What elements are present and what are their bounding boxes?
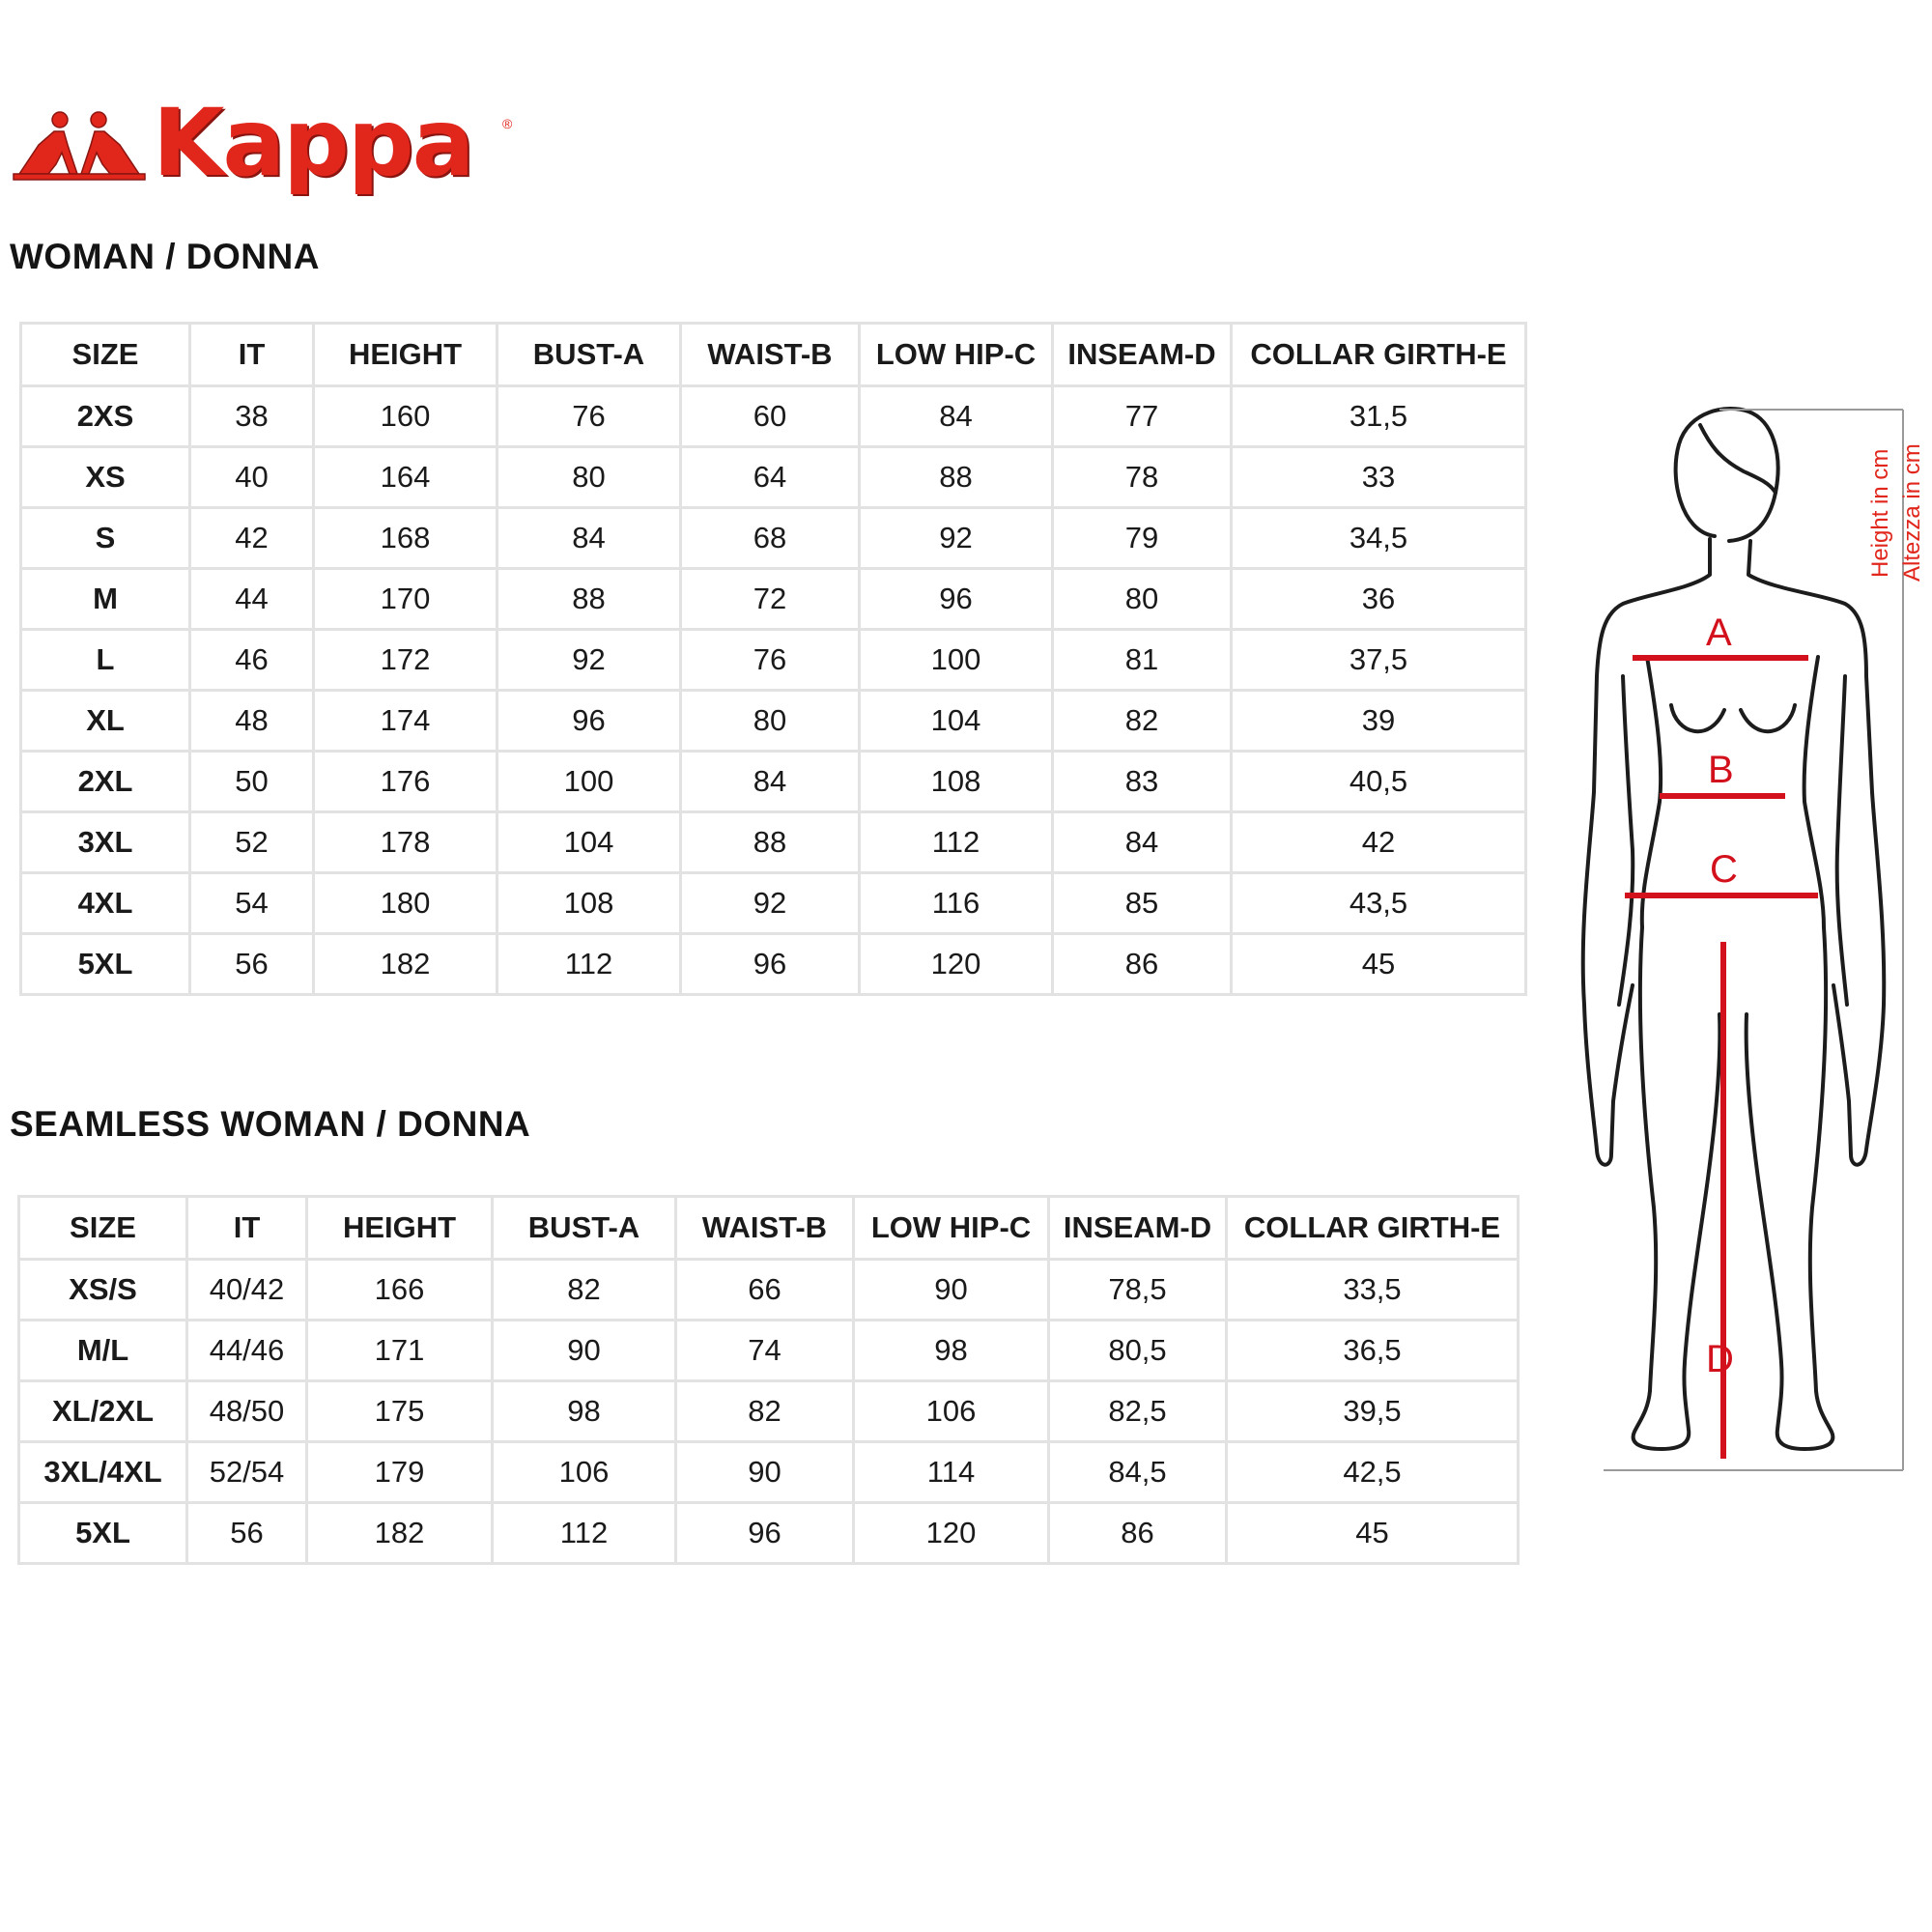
size-cell: XL/2XL — [19, 1381, 187, 1442]
value-cell: 37,5 — [1232, 630, 1526, 691]
value-cell: 112 — [860, 812, 1053, 873]
value-cell: 88 — [497, 569, 681, 630]
label-d: D — [1706, 1338, 1734, 1380]
value-cell: 170 — [314, 569, 497, 630]
table-header-row — [21, 324, 1526, 386]
value-cell: 60 — [681, 386, 860, 447]
table-row — [21, 691, 1526, 752]
size-cell: XS/S — [19, 1260, 187, 1321]
seamless-size-title: SEAMLESS WOMAN / DONNA — [10, 1104, 531, 1144]
value-cell: 92 — [497, 630, 681, 691]
value-cell: 96 — [676, 1503, 854, 1564]
value-cell: 108 — [860, 752, 1053, 812]
value-cell: 48/50 — [187, 1381, 307, 1442]
value-cell: 56 — [190, 934, 314, 995]
table-row — [21, 934, 1526, 995]
size-cell: 3XL — [21, 812, 190, 873]
hair-line — [1700, 425, 1776, 493]
value-cell: 50 — [190, 752, 314, 812]
value-cell: 82 — [676, 1381, 854, 1442]
value-cell: 66 — [676, 1260, 854, 1321]
value-cell: 98 — [854, 1321, 1049, 1381]
value-cell: 82,5 — [1049, 1381, 1227, 1442]
value-cell: 112 — [493, 1503, 676, 1564]
value-cell: 42,5 — [1227, 1442, 1519, 1503]
size-cell: 2XS — [21, 386, 190, 447]
value-cell: 112 — [497, 934, 681, 995]
value-cell: 80 — [497, 447, 681, 508]
value-cell: 80,5 — [1049, 1321, 1227, 1381]
label-c: C — [1710, 848, 1738, 891]
value-cell: 39,5 — [1227, 1381, 1519, 1442]
value-cell: 36,5 — [1227, 1321, 1519, 1381]
waist-right — [1804, 657, 1824, 927]
value-cell: 45 — [1232, 934, 1526, 995]
value-cell: 76 — [497, 386, 681, 447]
value-cell: 34,5 — [1232, 508, 1526, 569]
value-cell: 182 — [307, 1503, 493, 1564]
table-row — [19, 1442, 1519, 1503]
inner-arm-left — [1619, 676, 1633, 1005]
value-cell: 108 — [497, 873, 681, 934]
size-cell: 5XL — [21, 934, 190, 995]
column-header: INSEAM-D — [1049, 1197, 1227, 1260]
value-cell: 38 — [190, 386, 314, 447]
value-cell: 88 — [681, 812, 860, 873]
size-cell: 5XL — [19, 1503, 187, 1564]
value-cell: 54 — [190, 873, 314, 934]
size-cell: XS — [21, 447, 190, 508]
brand-name: Kappa — [153, 89, 473, 197]
value-cell: 84 — [497, 508, 681, 569]
size-cell: 3XL/4XL — [19, 1442, 187, 1503]
waist-left — [1642, 657, 1661, 927]
value-cell: 178 — [314, 812, 497, 873]
value-cell: 68 — [681, 508, 860, 569]
value-cell: 86 — [1053, 934, 1232, 995]
column-header: SIZE — [21, 324, 190, 386]
value-cell: 114 — [854, 1442, 1049, 1503]
value-cell: 96 — [681, 934, 860, 995]
value-cell: 90 — [493, 1321, 676, 1381]
value-cell: 100 — [497, 752, 681, 812]
value-cell: 40,5 — [1232, 752, 1526, 812]
column-header: IT — [190, 324, 314, 386]
column-header: BUST-A — [497, 324, 681, 386]
height-bar — [1604, 410, 1903, 1470]
value-cell: 80 — [681, 691, 860, 752]
column-header: WAIST-B — [676, 1197, 854, 1260]
value-cell: 64 — [681, 447, 860, 508]
value-cell: 40 — [190, 447, 314, 508]
value-cell: 31,5 — [1232, 386, 1526, 447]
value-cell: 84 — [860, 386, 1053, 447]
value-cell: 175 — [307, 1381, 493, 1442]
value-cell: 96 — [860, 569, 1053, 630]
column-header: BUST-A — [493, 1197, 676, 1260]
size-cell: M/L — [19, 1321, 187, 1381]
value-cell: 82 — [1053, 691, 1232, 752]
value-cell: 92 — [681, 873, 860, 934]
value-cell: 120 — [854, 1503, 1049, 1564]
value-cell: 164 — [314, 447, 497, 508]
value-cell: 39 — [1232, 691, 1526, 752]
value-cell: 100 — [860, 630, 1053, 691]
height-label-en: Height in cm — [1867, 448, 1893, 578]
woman-size-table — [19, 322, 1527, 996]
kappa-omini-logo-icon — [10, 106, 150, 184]
value-cell: 33,5 — [1227, 1260, 1519, 1321]
value-cell: 44/46 — [187, 1321, 307, 1381]
value-cell: 179 — [307, 1442, 493, 1503]
column-header: COLLAR GIRTH-E — [1232, 324, 1526, 386]
value-cell: 56 — [187, 1503, 307, 1564]
value-cell: 72 — [681, 569, 860, 630]
value-cell: 79 — [1053, 508, 1232, 569]
column-header: COLLAR GIRTH-E — [1227, 1197, 1519, 1260]
column-header: LOW HIP-C — [854, 1197, 1049, 1260]
value-cell: 120 — [860, 934, 1053, 995]
label-b: B — [1708, 749, 1734, 791]
table-row — [21, 630, 1526, 691]
column-header: HEIGHT — [307, 1197, 493, 1260]
table-row — [19, 1381, 1519, 1442]
value-cell: 80 — [1053, 569, 1232, 630]
table-row — [19, 1503, 1519, 1564]
value-cell: 40/42 — [187, 1260, 307, 1321]
value-cell: 172 — [314, 630, 497, 691]
bust-left — [1671, 705, 1724, 731]
value-cell: 168 — [314, 508, 497, 569]
value-cell: 42 — [190, 508, 314, 569]
size-cell: L — [21, 630, 190, 691]
bust-right — [1741, 705, 1795, 731]
column-header: LOW HIP-C — [860, 324, 1053, 386]
value-cell: 46 — [190, 630, 314, 691]
value-cell: 92 — [860, 508, 1053, 569]
value-cell: 90 — [854, 1260, 1049, 1321]
value-cell: 84 — [681, 752, 860, 812]
value-cell: 78 — [1053, 447, 1232, 508]
table-row — [21, 386, 1526, 447]
table-header-row — [19, 1197, 1519, 1260]
column-header: WAIST-B — [681, 324, 860, 386]
value-cell: 90 — [676, 1442, 854, 1503]
value-cell: 76 — [681, 630, 860, 691]
table-row — [21, 447, 1526, 508]
value-cell: 43,5 — [1232, 873, 1526, 934]
value-cell: 36 — [1232, 569, 1526, 630]
value-cell: 104 — [860, 691, 1053, 752]
value-cell: 42 — [1232, 812, 1526, 873]
value-cell: 104 — [497, 812, 681, 873]
value-cell: 182 — [314, 934, 497, 995]
value-cell: 166 — [307, 1260, 493, 1321]
value-cell: 174 — [314, 691, 497, 752]
table-row — [19, 1321, 1519, 1381]
size-cell: S — [21, 508, 190, 569]
label-a: A — [1706, 611, 1732, 654]
value-cell: 52/54 — [187, 1442, 307, 1503]
seamless-size-table — [17, 1195, 1520, 1565]
torso-left — [1583, 539, 1710, 1165]
size-cell: 4XL — [21, 873, 190, 934]
size-cell: 2XL — [21, 752, 190, 812]
head-outline — [1676, 409, 1778, 541]
table-row — [21, 873, 1526, 934]
column-header: IT — [187, 1197, 307, 1260]
column-header: SIZE — [19, 1197, 187, 1260]
column-header: HEIGHT — [314, 324, 497, 386]
value-cell: 106 — [493, 1442, 676, 1503]
kappa-logo — [10, 89, 513, 197]
inner-arm-right — [1837, 676, 1847, 1005]
value-cell: 45 — [1227, 1503, 1519, 1564]
table-row — [19, 1260, 1519, 1321]
size-cell: M — [21, 569, 190, 630]
value-cell: 52 — [190, 812, 314, 873]
value-cell: 160 — [314, 386, 497, 447]
registered-mark: ® — [502, 116, 513, 131]
value-cell: 48 — [190, 691, 314, 752]
table-row — [21, 752, 1526, 812]
value-cell: 74 — [676, 1321, 854, 1381]
value-cell: 77 — [1053, 386, 1232, 447]
value-cell: 96 — [497, 691, 681, 752]
value-cell: 78,5 — [1049, 1260, 1227, 1321]
table-row — [21, 812, 1526, 873]
value-cell: 176 — [314, 752, 497, 812]
value-cell: 116 — [860, 873, 1053, 934]
value-cell: 82 — [493, 1260, 676, 1321]
size-cell: XL — [21, 691, 190, 752]
value-cell: 106 — [854, 1381, 1049, 1442]
value-cell: 83 — [1053, 752, 1232, 812]
value-cell: 33 — [1232, 447, 1526, 508]
value-cell: 86 — [1049, 1503, 1227, 1564]
value-cell: 84,5 — [1049, 1442, 1227, 1503]
woman-size-title: WOMAN / DONNA — [10, 237, 320, 276]
value-cell: 81 — [1053, 630, 1232, 691]
value-cell: 84 — [1053, 812, 1232, 873]
table-row — [21, 569, 1526, 630]
column-header: INSEAM-D — [1053, 324, 1232, 386]
table-row — [21, 508, 1526, 569]
height-label-it: Altezza in cm — [1899, 443, 1925, 582]
value-cell: 171 — [307, 1321, 493, 1381]
torso-right — [1748, 541, 1884, 1165]
value-cell: 85 — [1053, 873, 1232, 934]
value-cell: 44 — [190, 569, 314, 630]
value-cell: 180 — [314, 873, 497, 934]
leg-right — [1747, 927, 1833, 1449]
value-cell: 98 — [493, 1381, 676, 1442]
value-cell: 88 — [860, 447, 1053, 508]
